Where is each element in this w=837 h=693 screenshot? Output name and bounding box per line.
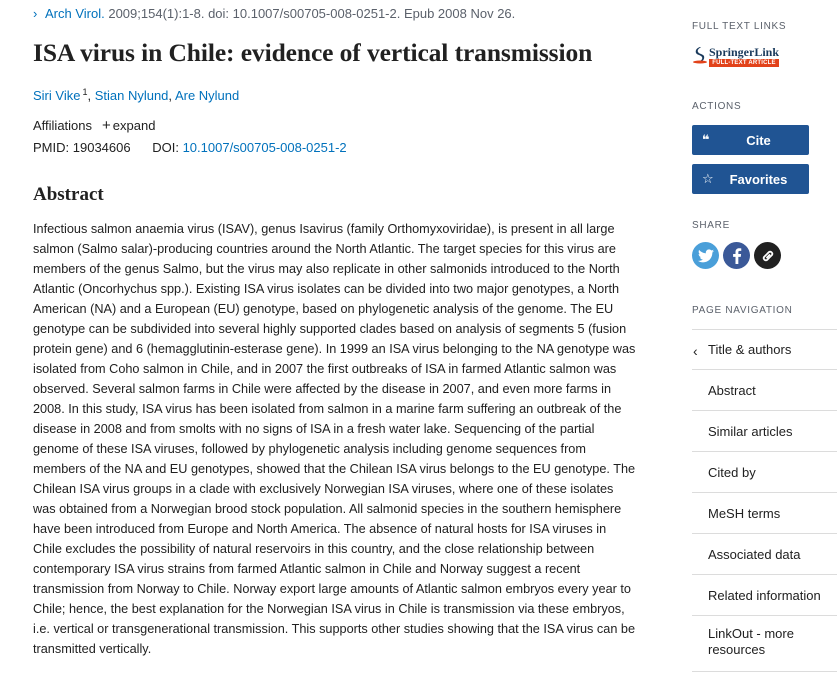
pmid-label: PMID: — [33, 140, 70, 155]
page-navigation — [692, 329, 837, 672]
springer-tag: FULL-TEXT ARTICLE — [709, 59, 779, 67]
affiliation-marker[interactable]: 1 — [82, 87, 88, 97]
nav-item-abstract[interactable]: Abstract — [692, 370, 837, 411]
chevron-left-icon: ‹ — [693, 342, 698, 359]
cite-button[interactable] — [692, 125, 809, 155]
expand-label: expand — [112, 118, 156, 133]
springerlink-button[interactable] — [692, 43, 782, 69]
abstract-heading: Abstract — [33, 184, 104, 205]
page-title: ISA virus in Chile: evidence of vertical transmission — [33, 38, 593, 67]
quote-icon: ❝ — [702, 132, 710, 147]
journal-link[interactable]: Arch Virol. — [45, 6, 105, 21]
pmid-value: 19034606 — [72, 140, 131, 155]
plus-icon: + — [102, 117, 111, 134]
nav-item-associated-data[interactable]: Associated data — [692, 534, 837, 575]
nav-item-mesh-terms[interactable]: MeSH terms — [692, 493, 837, 534]
facebook-icon[interactable] — [723, 242, 750, 269]
share-heading: SHARE — [692, 220, 730, 231]
actions-heading: ACTIONS — [692, 101, 742, 112]
cite-label: Cite — [746, 132, 771, 148]
author-link[interactable]: Are Nylund — [174, 88, 240, 103]
page-navigation-heading: PAGE NAVIGATION — [692, 305, 793, 316]
twitter-icon[interactable] — [692, 242, 719, 269]
nav-item-linkout[interactable]: LinkOut - more resources — [692, 616, 837, 672]
affiliations-label: Affiliations — [33, 118, 93, 133]
author-list: Siri Vike $^1$, Stian Nylund, Are Nylund — [33, 87, 240, 103]
share-buttons — [692, 242, 781, 269]
springer-logo-icon — [692, 46, 708, 64]
abstract-text: Infectious salmon anaemia virus (ISAV), genus Isavirus (family Orthomyxoviridae), is present in all large salmon (Salmo salar)-producing countries around the North Atlantic. The target species for this virus are members of the genus Salmo, but the virus may also replicate in other salmonids introduced to the North Atlantic (Oncorhychus spp.). Existing ISA virus isolates can be divided into two major genotypes, a North American (NA) and a European (EU) genotype, based on phylogenetic analysis of the genome. The EU genotype can be subdivided into several highly supported clades based on analysis of segments 5 (fusion protein gene) and 6 (hemagglutinin-esterase gene). In 1999 an ISA virus belonging to the NA genotype was isolated from Coho salmon in Chile, and in 2007 the first outbreaks of ISA in farmed Atlantic salmon was observed. Several salmon farms in Chile were affected by the disease in 2007, and even more farms in 2008. In this study, ISA virus has been isolated from salmon in a marine farm suffering an outbreak of the disease in 2008 and from smolts with no signs of ISA in a fresh water lake. Sequencing of the partial genome of these ISA viruses, followed by phylogenetic analysis including genome sequences from members of the NA and EU genotypes, showed that the Chilean ISA virus belongs to the EU genotype. The Chilean ISA virus groups in a clade with exclusively Norwegian ISA viruses, where one of these isolates was obtained from a Norwegian brood stock population. All salmonid species in the southern hemisphere have been introduced from Europe and North America. The absence of natural hosts for ISA viruses in Chile excludes the possibility of natural reservoirs in this country, and the close relationship between contemporary ISA virus strains from farmed Atlantic salmon in Chile and Norway suggest a recent transmission from Norway to Chile. Norway export large amounts of Atlantic salmon embryos every year to Chile; hence, the best explanation for the Norwegian ISA virus in Chile is transmission via these embryos, i.e. vertical or transgenerational transmission. This supports other studies showing that the ISA virus can be transmitted vertically. — [33, 222, 636, 656]
nav-item-cited-by[interactable]: Cited by — [692, 452, 837, 493]
chevron-right-icon[interactable]: › — [33, 6, 38, 21]
full-text-links-heading: FULL TEXT LINKS — [692, 21, 787, 32]
identifiers — [33, 140, 347, 155]
nav-item-related-information[interactable]: Related information — [692, 575, 837, 616]
favorites-label: Favorites — [729, 171, 788, 187]
doi-link[interactable]: 10.1007/s00705-008-0251-2 — [182, 140, 347, 155]
doi-label: DOI: — [152, 140, 179, 155]
author-link[interactable]: Siri Vike — [33, 88, 81, 103]
favorites-button[interactable] — [692, 164, 809, 194]
author-link[interactable]: Stian Nylund — [94, 88, 169, 103]
star-icon: ☆ — [702, 171, 714, 186]
nav-item-similar-articles[interactable]: Similar articles — [692, 411, 837, 452]
nav-item-title-authors[interactable]: ‹ Title & authors — [692, 329, 837, 370]
affiliations-toggle[interactable] — [33, 117, 155, 134]
citation-details: 2009;154(1):1-8. doi: 10.1007/s00705-008-0251-2. Epub 2008 Nov 26. — [104, 6, 516, 21]
springer-name: SpringerLink — [709, 45, 780, 59]
permalink-icon[interactable] — [754, 242, 781, 269]
citation-line — [33, 6, 515, 21]
